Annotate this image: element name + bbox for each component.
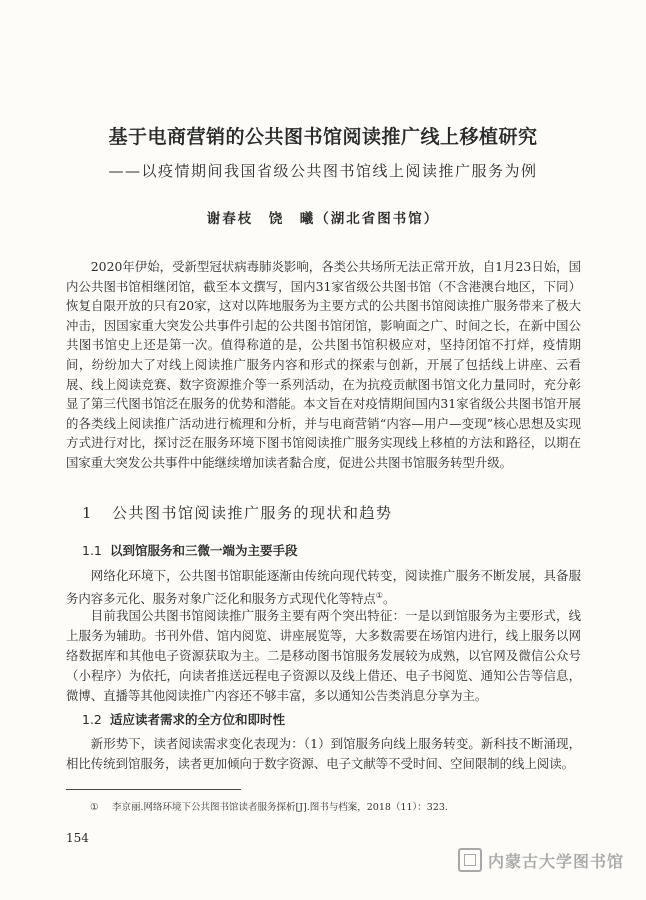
body-paragraph: 新形势下，读者阅读需求变化表现为：（1）到馆服务向线上服务转变。新科技不断涌现，相比传统到馆服务，读者更加倾向于数字资源、电子文献等不受时间、空间限制的线上阅读。 — [66, 736, 581, 771]
footnote-reference[interactable]: ① — [375, 591, 383, 600]
footnote-text: 李京丽.网络环境下公共图书馆读者服务探析[J].图书与档案，2018（11）：323. — [112, 802, 448, 813]
subsection-number: 1.1 — [82, 543, 102, 558]
footnote — [90, 799, 448, 813]
section-title: 公共图书馆阅读推广服务的现状和趋势 — [112, 504, 393, 522]
article-subtitle: ——以疫情期间我国省级公共图书馆线上阅读推广服务为例 — [108, 162, 538, 180]
footnote-divider — [66, 789, 241, 790]
page-number: 154 — [66, 831, 89, 845]
library-seal-icon — [458, 848, 482, 872]
subsection-heading-1-1 — [82, 541, 298, 559]
subsection-number: 1.2 — [82, 712, 102, 727]
subsection-title: 以到馆服务和三微一端为主要手段 — [110, 543, 298, 558]
watermark-text: 内蒙古大学图书馆 — [488, 851, 625, 871]
section-number: 1 — [82, 504, 94, 522]
body-paragraph: 目前我国公共图书馆阅读推广服务主要有两个突出特征：一是以到馆服务为主要形式，线上服务为辅助。书刊外借、馆内阅览、讲座展览等，大多数需要在场馆内进行，线上服务以网络数据库和其他电子资源获取为主。二是移动图书馆服务发展较为成熟，以官网及微信公众号（小程序）为依托，向读者推送远程电子资源以及线上借还、电子书阅览、通知公告等信息，微博、直播等其他阅读推广内容还不够丰富，多以通知公告类消息分享为主。 — [66, 608, 581, 703]
paragraph-end: 。 — [382, 591, 396, 607]
article-authors: 谢春枝 饶 曦（湖北省图书馆） — [206, 211, 440, 227]
subsection-heading-1-2 — [82, 710, 285, 728]
paragraph-text: 网络化环境下，公共图书馆职能逐渐由传统向现代转变，阅读推广服务不断发展，具备服务内容多元化、服务对象广泛化和服务方式现代化等特点 — [66, 568, 581, 607]
body-paragraph — [66, 566, 581, 609]
library-watermark — [458, 846, 624, 874]
section-heading-1 — [82, 502, 393, 523]
abstract-paragraph: 2020年伊始，受新型冠状病毒肺炎影响，各类公共场所无法正常开放，自1月23日始，国内公共图书馆相继闭馆，截至本文撰写，国内31家省级公共图书馆（不含港澳台地区，下同）恢复自限开放的只有20家，这对以阵地服务为主要方式的公共图书馆阅读推广服务带来了极大冲击，因国家重大突发公共事件引起的公共图书馆闭馆，影响面之广、时间之长，在新中国公共图书馆史上还是第一次。值得称道的是，公共图书馆积极应对，坚持闭馆不打烊，疫情期间，纷纷加大了对线上阅读推广服务内容和形式的探索与创新，开展了包括线上讲座、云看展、线上阅读竞赛、数字资源推介等一系列活动，在为抗疫贡献图书馆文化力量同时，充分彰显了第三代图书馆泛在服务的优势和潜能。本文旨在对疫情期间国内31家省级公共图书馆开展的各类线上阅读推广活动进行梳理和分析，并与电商营销“内容—用户—变现”核心思想及实现方式进行对比，探讨泛在服务环境下图书馆阅读推广服务实现线上移植的方法和路径，以期在国家重大突发公共事件中能继续增加读者黏合度，促进公共图书馆服务转型升级。 — [66, 259, 581, 470]
footnote-mark: ① — [90, 802, 99, 813]
subsection-title: 适应读者需求的全方位和即时性 — [110, 712, 286, 727]
article-title: 基于电商营销的公共图书馆阅读推广线上移植研究 — [108, 126, 538, 148]
